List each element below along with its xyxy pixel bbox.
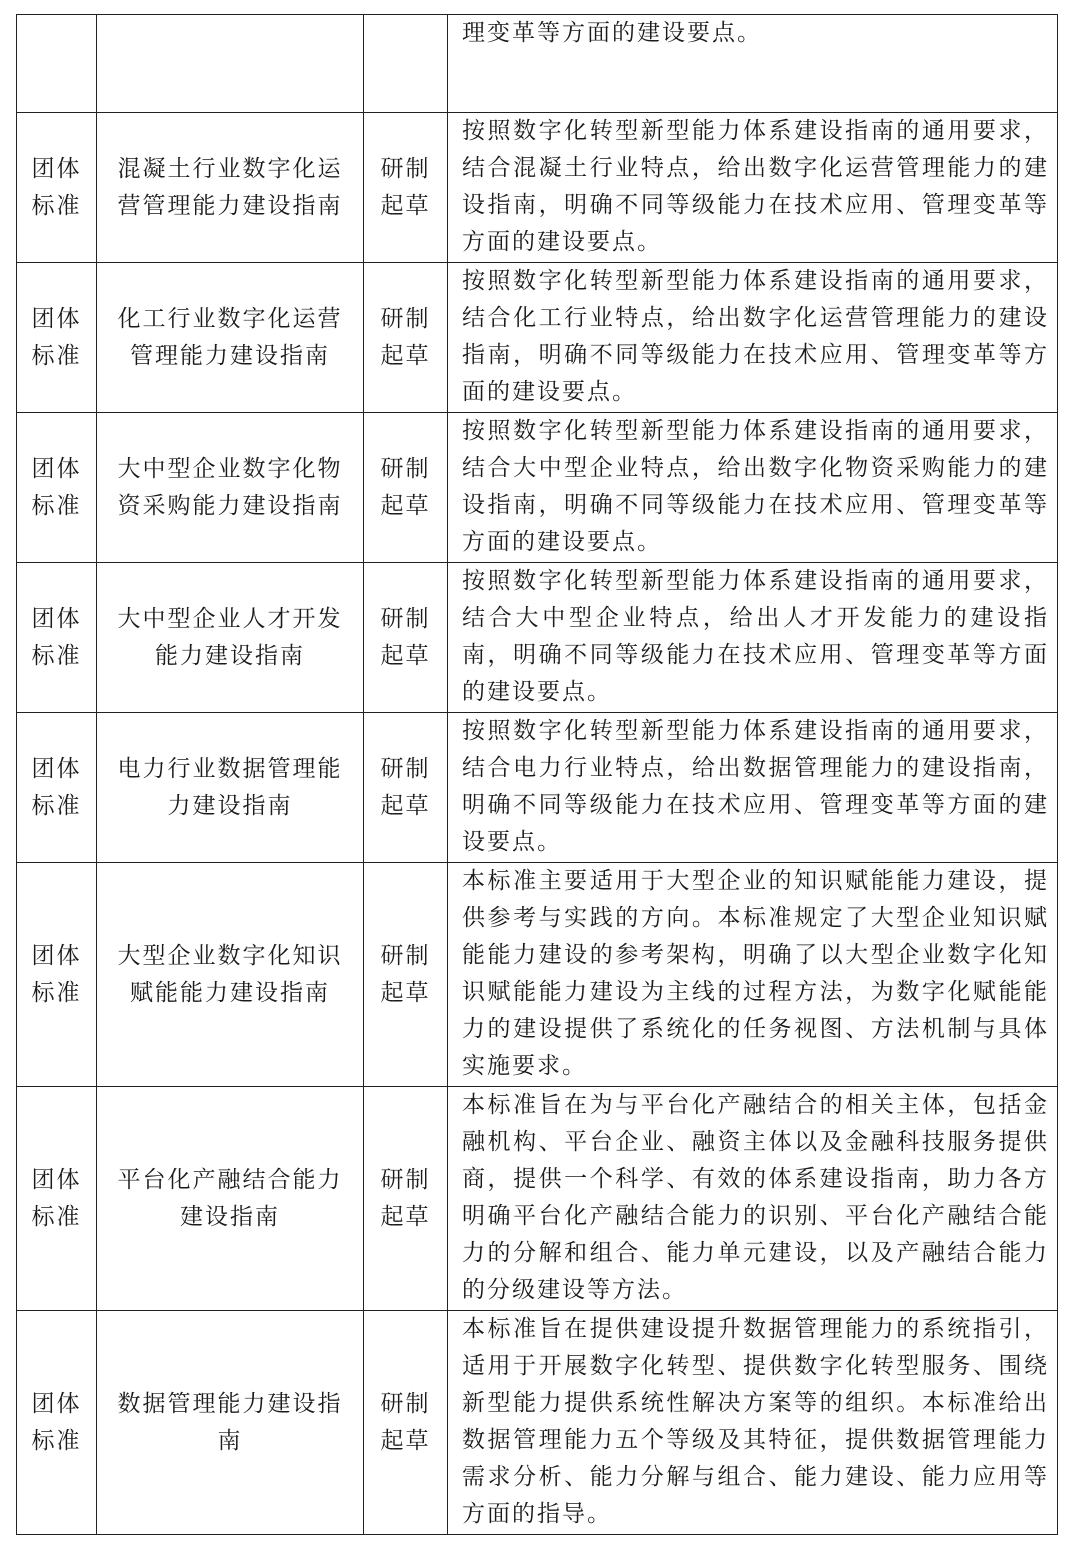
table-row bbox=[17, 563, 1058, 713]
table-row bbox=[17, 863, 1058, 1087]
type-cell: 团体标准 bbox=[17, 263, 97, 413]
name-cell bbox=[97, 15, 364, 113]
name-cell: 电力行业数据管理能力建设指南 bbox=[97, 713, 364, 863]
work-cell: 研制起草 bbox=[364, 1311, 448, 1535]
description-cell: 按照数字化转型新型能力体系建设指南的通用要求，结合大中型企业特点，给出数字化物资采购能力的建设指南，明确不同等级能力在技术应用、管理变革等方面的建设要点。 bbox=[448, 413, 1058, 563]
type-cell: 团体标准 bbox=[17, 563, 97, 713]
work-cell: 研制起草 bbox=[364, 263, 448, 413]
description-cell: 本标准主要适用于大型企业的知识赋能能力建设，提供参考与实践的方向。本标准规定了大型企业知识赋能能力建设的参考架构，明确了以大型企业数字化知识赋能能力建设为主线的过程方法，为数字化赋能能力的建设提供了系统化的任务视图、方法机制与具体实施要求。 bbox=[448, 863, 1058, 1087]
description-cell: 本标准旨在提供建设提升数据管理能力的系统指引，适用于开展数字化转型、提供数字化转型服务、围绕新型能力提供系统性解决方案等的组织。本标准给出数据管理能力五个等级及其特征，提供数据管理能力需求分析、能力分解与组合、能力建设、能力应用等方面的指导。 bbox=[448, 1311, 1058, 1535]
table-row bbox=[17, 1311, 1058, 1535]
type-cell: 团体标准 bbox=[17, 863, 97, 1087]
work-cell: 研制起草 bbox=[364, 1087, 448, 1311]
type-cell bbox=[17, 15, 97, 113]
description-cell: 按照数字化转型新型能力体系建设指南的通用要求，结合大中型企业特点，给出人才开发能力的建设指南，明确不同等级能力在技术应用、管理变革等方面的建设要点。 bbox=[448, 563, 1058, 713]
work-cell: 研制起草 bbox=[364, 863, 448, 1087]
work-cell: 研制起草 bbox=[364, 563, 448, 713]
work-cell bbox=[364, 15, 448, 113]
name-cell: 大中型企业人才开发能力建设指南 bbox=[97, 563, 364, 713]
type-cell: 团体标准 bbox=[17, 1087, 97, 1311]
type-cell: 团体标准 bbox=[17, 113, 97, 263]
work-cell: 研制起草 bbox=[364, 713, 448, 863]
standards-table bbox=[16, 14, 1058, 1535]
name-cell: 大中型企业数字化物资采购能力建设指南 bbox=[97, 413, 364, 563]
name-cell: 平台化产融结合能力建设指南 bbox=[97, 1087, 364, 1311]
description-cell: 按照数字化转型新型能力体系建设指南的通用要求，结合混凝土行业特点，给出数字化运营管理能力的建设指南，明确不同等级能力在技术应用、管理变革等方面的建设要点。 bbox=[448, 113, 1058, 263]
description-cell: 按照数字化转型新型能力体系建设指南的通用要求，结合化工行业特点，给出数字化运营管理能力的建设指南，明确不同等级能力在技术应用、管理变革等方面的建设要点。 bbox=[448, 263, 1058, 413]
description-cell: 按照数字化转型新型能力体系建设指南的通用要求，结合电力行业特点，给出数据管理能力的建设指南，明确不同等级能力在技术应用、管理变革等方面的建设要点。 bbox=[448, 713, 1058, 863]
table-row bbox=[17, 113, 1058, 263]
name-cell: 化工行业数字化运营管理能力建设指南 bbox=[97, 263, 364, 413]
table-row bbox=[17, 713, 1058, 863]
type-cell: 团体标准 bbox=[17, 1311, 97, 1535]
type-cell: 团体标准 bbox=[17, 713, 97, 863]
work-cell: 研制起草 bbox=[364, 413, 448, 563]
description-cell: 理变革等方面的建设要点。 bbox=[448, 15, 1058, 113]
table-row-continued bbox=[17, 15, 1058, 113]
name-cell: 大型企业数字化知识赋能能力建设指南 bbox=[97, 863, 364, 1087]
table-row bbox=[17, 263, 1058, 413]
work-cell: 研制起草 bbox=[364, 113, 448, 263]
name-cell: 混凝土行业数字化运营管理能力建设指南 bbox=[97, 113, 364, 263]
table-row bbox=[17, 413, 1058, 563]
type-cell: 团体标准 bbox=[17, 413, 97, 563]
description-cell: 本标准旨在为与平台化产融结合的相关主体，包括金融机构、平台企业、融资主体以及金融科技服务提供商，提供一个科学、有效的体系建设指南，助力各方明确平台化产融结合能力的识别、平台化产融结合能力的分解和组合、能力单元建设，以及产融结合能力的分级建设等方法。 bbox=[448, 1087, 1058, 1311]
table-row bbox=[17, 1087, 1058, 1311]
name-cell: 数据管理能力建设指南 bbox=[97, 1311, 364, 1535]
